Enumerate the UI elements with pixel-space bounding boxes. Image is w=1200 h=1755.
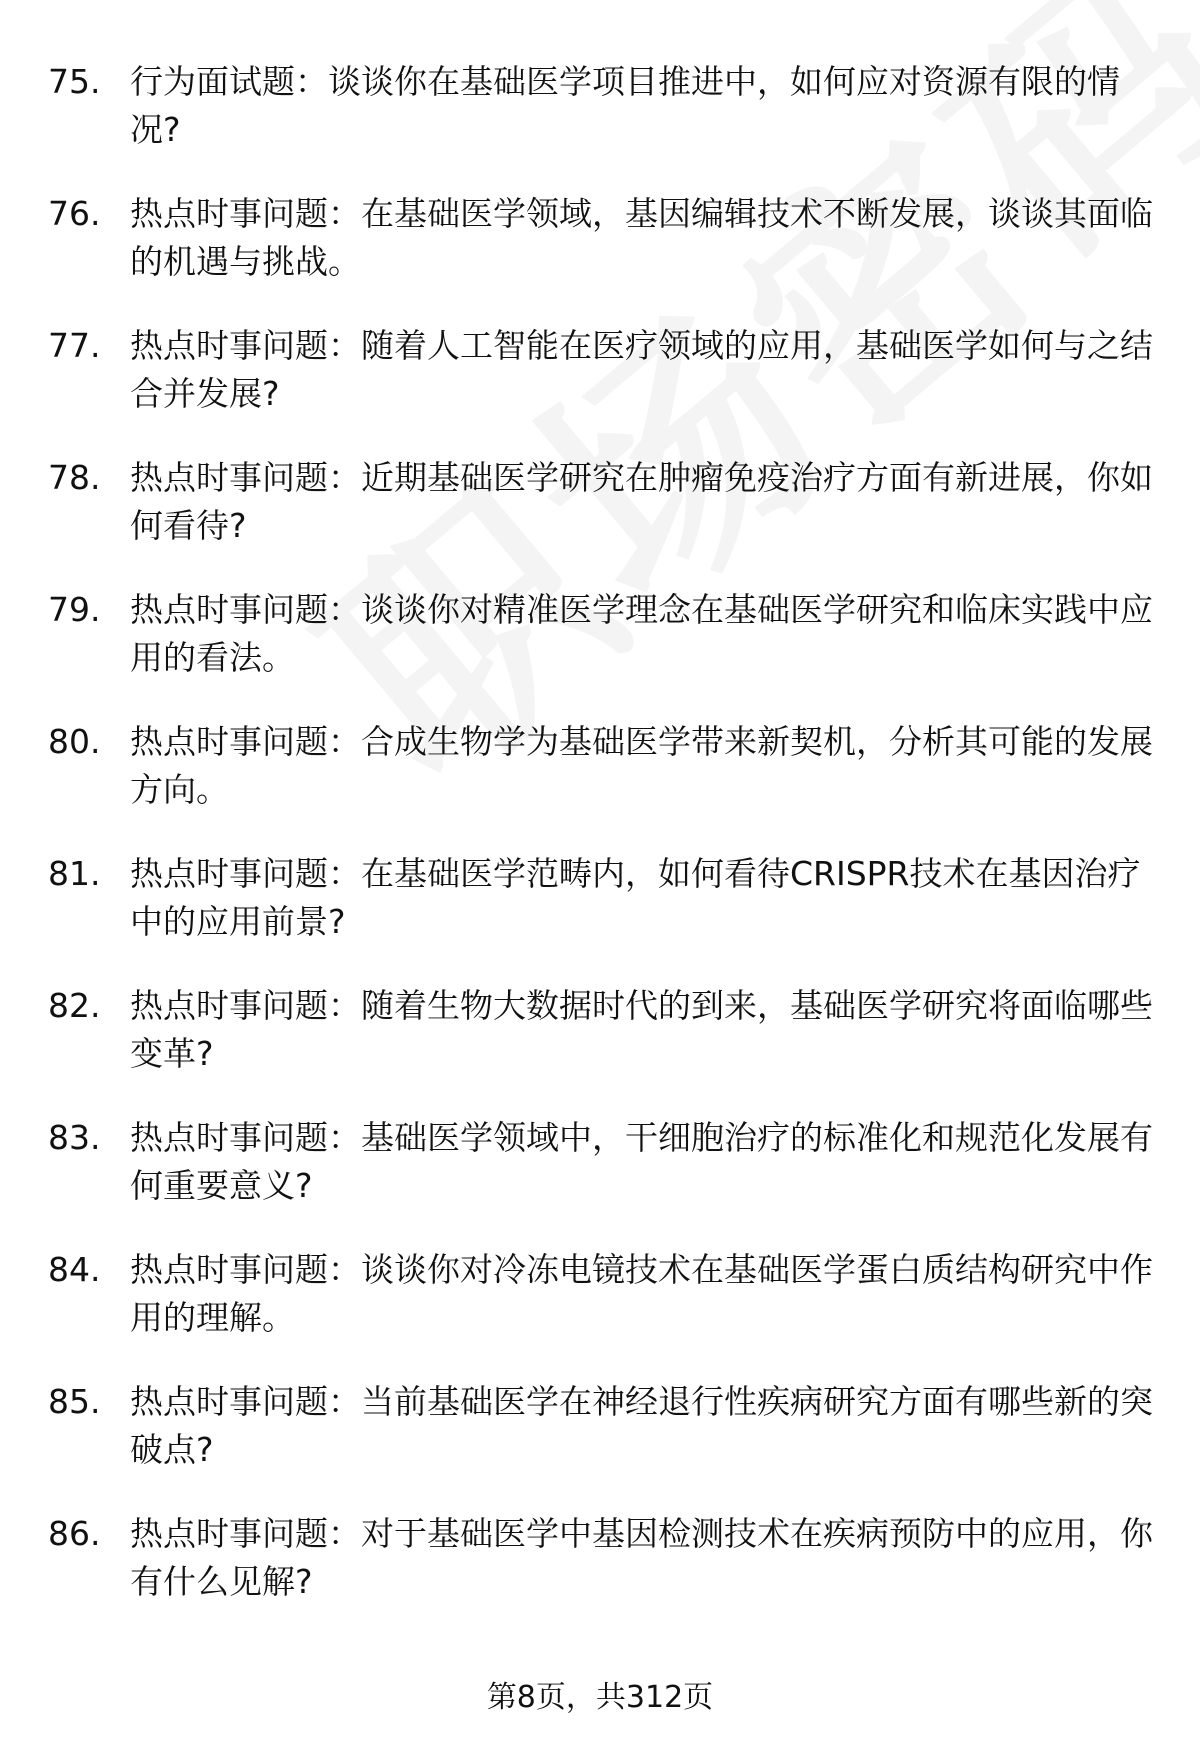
question-item [48, 190, 1158, 286]
question-item [48, 454, 1158, 550]
question-text: 热点时事问题：在基础医学范畴内，如何看待CRISPR技术在基因治疗中的应用前景? [130, 854, 1141, 941]
question-item [48, 58, 1158, 154]
question-item [48, 850, 1158, 946]
question-text: 热点时事问题：基础医学领域中，干细胞治疗的标准化和规范化发展有何重要意义? [130, 1118, 1153, 1205]
question-list [48, 58, 1158, 1642]
question-text: 行为面试题：谈谈你在基础医学项目推进中，如何应对资源有限的情况? [130, 62, 1120, 149]
question-text: 热点时事问题：近期基础医学研究在肿瘤免疫治疗方面有新进展，你如何看待? [130, 458, 1153, 545]
question-number: 79. [48, 590, 101, 629]
question-number: 81. [48, 854, 101, 893]
question-text: 热点时事问题：随着生物大数据时代的到来，基础医学研究将面临哪些变革? [130, 986, 1153, 1073]
question-text: 热点时事问题：对于基础医学中基因检测技术在疾病预防中的应用，你有什么见解? [130, 1514, 1153, 1601]
question-item [48, 322, 1158, 418]
question-text: 热点时事问题：合成生物学为基础医学带来新契机，分析其可能的发展方向。 [130, 722, 1153, 809]
question-item [48, 1510, 1158, 1606]
question-item [48, 982, 1158, 1078]
question-number: 75. [48, 62, 101, 101]
page-number: 第8页，共312页 [486, 1680, 714, 1715]
question-item [48, 718, 1158, 814]
question-text: 热点时事问题：当前基础医学在神经退行性疾病研究方面有哪些新的突破点? [130, 1382, 1153, 1469]
question-item [48, 1378, 1158, 1474]
question-item [48, 1114, 1158, 1210]
question-number: 83. [48, 1118, 101, 1157]
question-number: 86. [48, 1514, 101, 1553]
question-number: 78. [48, 458, 101, 497]
question-number: 84. [48, 1250, 101, 1289]
question-text: 热点时事问题：谈谈你对冷冻电镜技术在基础医学蛋白质结构研究中作用的理解。 [130, 1250, 1153, 1337]
question-item [48, 586, 1158, 682]
question-number: 77. [48, 326, 101, 365]
question-number: 80. [48, 722, 101, 761]
question-text: 热点时事问题：随着人工智能在医疗领域的应用，基础医学如何与之结合并发展? [130, 326, 1153, 413]
question-number: 82. [48, 986, 101, 1025]
question-number: 85. [48, 1382, 101, 1421]
question-number: 76. [48, 194, 101, 233]
question-text: 热点时事问题：谈谈你对精准医学理念在基础医学研究和临床实践中应用的看法。 [130, 590, 1153, 677]
question-text: 热点时事问题：在基础医学领域，基因编辑技术不断发展，谈谈其面临的机遇与挑战。 [130, 194, 1153, 281]
question-item [48, 1246, 1158, 1342]
